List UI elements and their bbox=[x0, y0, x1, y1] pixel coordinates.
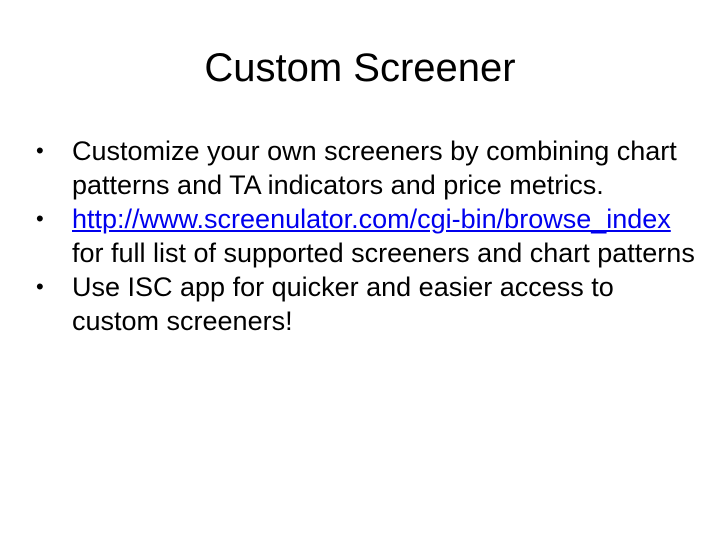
bullet-dot-icon: • bbox=[36, 138, 44, 163]
bullet-dot-icon: • bbox=[36, 274, 44, 299]
bullet-text: Customize your own screeners by combining chart patterns and TA indicators and price metrics. bbox=[72, 136, 677, 200]
bullet-dot-icon: • bbox=[36, 206, 44, 231]
screenulator-link[interactable]: http://www.screenulator.com/cgi-bin/browse_index bbox=[72, 204, 671, 234]
slide-title: Custom Screener bbox=[204, 46, 516, 90]
bullet-item-customize bbox=[36, 134, 696, 202]
bullet-text: Use ISC app for quicker and easier access to custom screeners! bbox=[72, 272, 614, 336]
bullet-text: for full list of supported screeners and chart patterns bbox=[72, 238, 695, 268]
bullet-list bbox=[36, 134, 696, 338]
bullet-item-link bbox=[36, 202, 696, 270]
bullet-item-isc-app bbox=[36, 270, 696, 338]
